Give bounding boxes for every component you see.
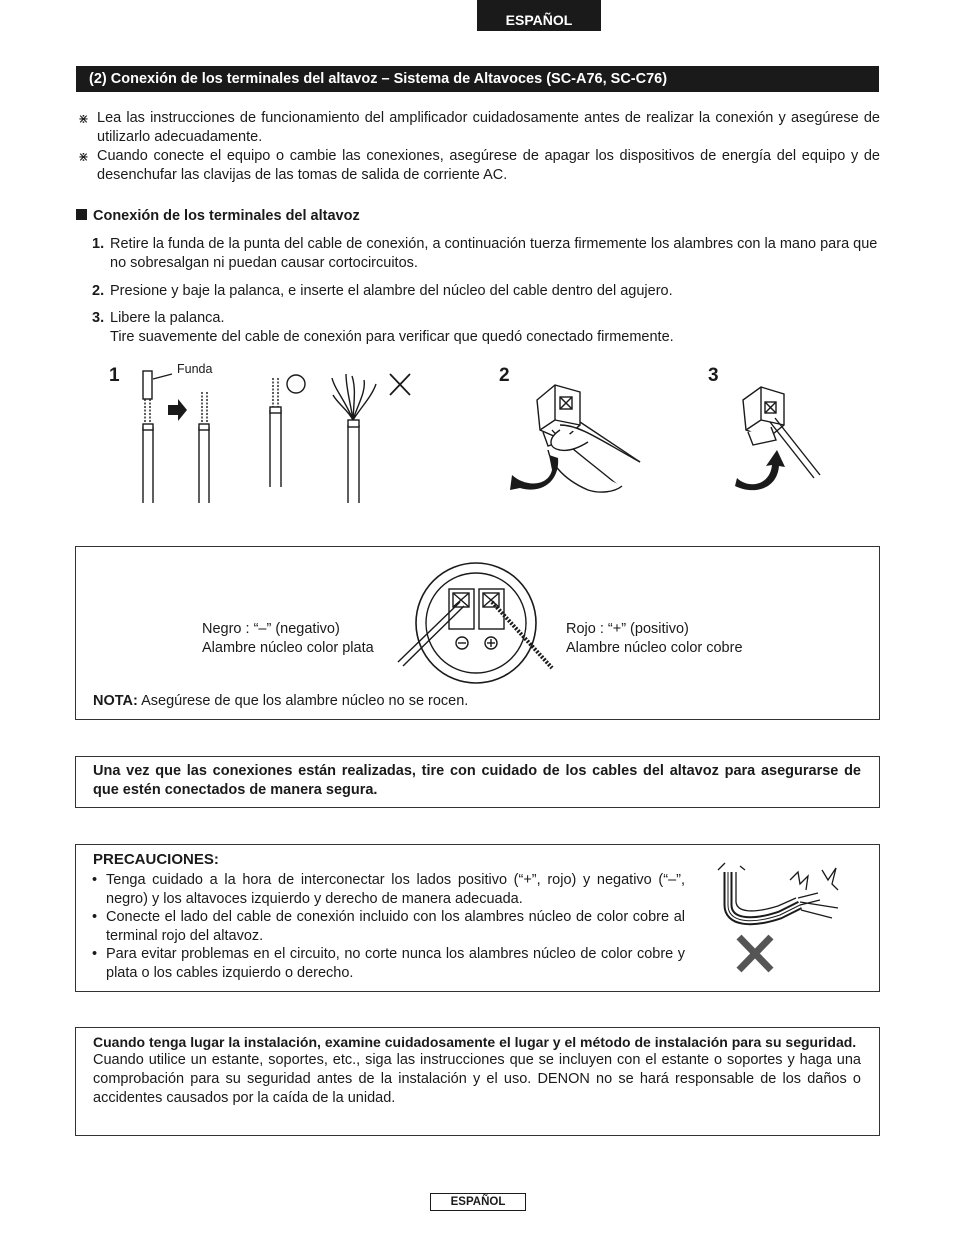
precaution-item: • Conecte el lado del cable de conexión incluido con los alambres núcleo de color cobre al terminal rojo del altavoz. [92,909,685,944]
note-text: Cuando conecte el equipo o cambie las conexiones, asegúrese de apagar los dispositivos de energía del equipo y de desenchufar las clavijas de las tomas de salida de corriente AC. [97,148,880,183]
installation-text: Cuando utilice un estante, soportes, etc., siga las instrucciones que se incluyen con el estante o soportes y haga una comprobación para su seguridad antes de la instalación y el uso. DENON no se hará responsable de los daños o accidentes causados por la caída de la unidad. [93,1052,861,1106]
note-mark-icon: ⋇ [78,111,89,126]
step-text-continued: Tire suavemente del cable de conexión para verificar que quedó conectado firmemente. [110,329,674,345]
installation-warning: Cuando tenga lugar la instalación, examine cuidadosamente el lugar y el método de instalación para su seguridad. [93,1034,857,1050]
precaution-item: • Para evitar problemas en el circuito, no corte nunca los alambres núcleo de color cobre y plata o los cables izquierdo o derecho. [92,946,685,981]
terminal-note-label: NOTA: [93,693,138,709]
footer-language-tab: ESPAÑOL [430,1193,526,1211]
precaution-item: • Tenga cuidado a la hora de interconectar los lados positivo (“+”, rojo) y negativo (“–”, negro) y los altavoces izquierdo y derecho de manera adecuada. [92,872,685,907]
language-tab: ESPAÑOL [477,0,601,31]
note-text: Lea las instrucciones de funcionamiento del amplificador cuidadosamente antes de realizar la conexión y asegúrese de utilizarlo adecuadamente. [97,110,880,145]
step-number: 1. [92,236,105,252]
negative-terminal-wire: Alambre núcleo color plata [202,640,374,656]
precaution-text: Conecte el lado del cable de conexión incluido con los alambres núcleo de color cobre al terminal rojo del altavoz. [106,909,685,944]
step-text: Libere la palanca. [110,310,225,326]
figure-label-2: 2 [499,365,510,386]
positive-terminal-polarity: Rojo : “+” (positivo) [566,621,689,637]
precaution-text: Para evitar problemas en el circuito, no corte nunca los alambres núcleo de color cobre y plata o los cables izquierdo o derecho. [106,946,685,981]
precautions-title: PRECAUCIONES: [93,851,219,868]
step-text: Retire la funda de la punta del cable de conexión, a continuación tuerza firmemente los alambres con la mano para que no sobresalgan ni puedan causar cortocircuitos. [110,236,878,271]
cross-mark-icon [739,937,771,970]
precaution-text: Tenga cuidado a la hora de interconectar los lados positivo (“+”, rojo) y negativo (“–”, negro) y los altavoces izquierdo y derecho de manera adecuada. [106,872,685,907]
note-mark-icon: ⋇ [78,149,89,164]
step-number: 3. [92,310,105,326]
step-number: 2. [92,283,105,299]
subsection-title: Conexión de los terminales del altavoz [93,208,360,224]
negative-terminal-polarity: Negro : “–” (negativo) [202,621,340,637]
section-title: Conexión de los terminales del altavoz – Sistema de Altavoces (SC-A76, SC-C76) [110,71,668,87]
figure-label-3: 3 [708,365,719,386]
pull-cable-text: Una vez que las conexiones están realizadas, tire con cuidado de los cables del altavoz para asegurarse de que estén conectados de manera segura. [93,763,861,798]
step-text: Presione y baje la palanca, e inserte el alambre del núcleo del cable dentro del agujero. [110,283,673,299]
installation-content [93,1033,861,1108]
funda-label: Funda [177,362,213,376]
positive-terminal-wire: Alambre núcleo color cobre [566,640,743,656]
figure-label-1: 1 [109,365,120,386]
terminal-note-text: Asegúrese de que los alambre núcleo no se rocen. [141,693,469,709]
section-number: (2) [89,71,107,87]
